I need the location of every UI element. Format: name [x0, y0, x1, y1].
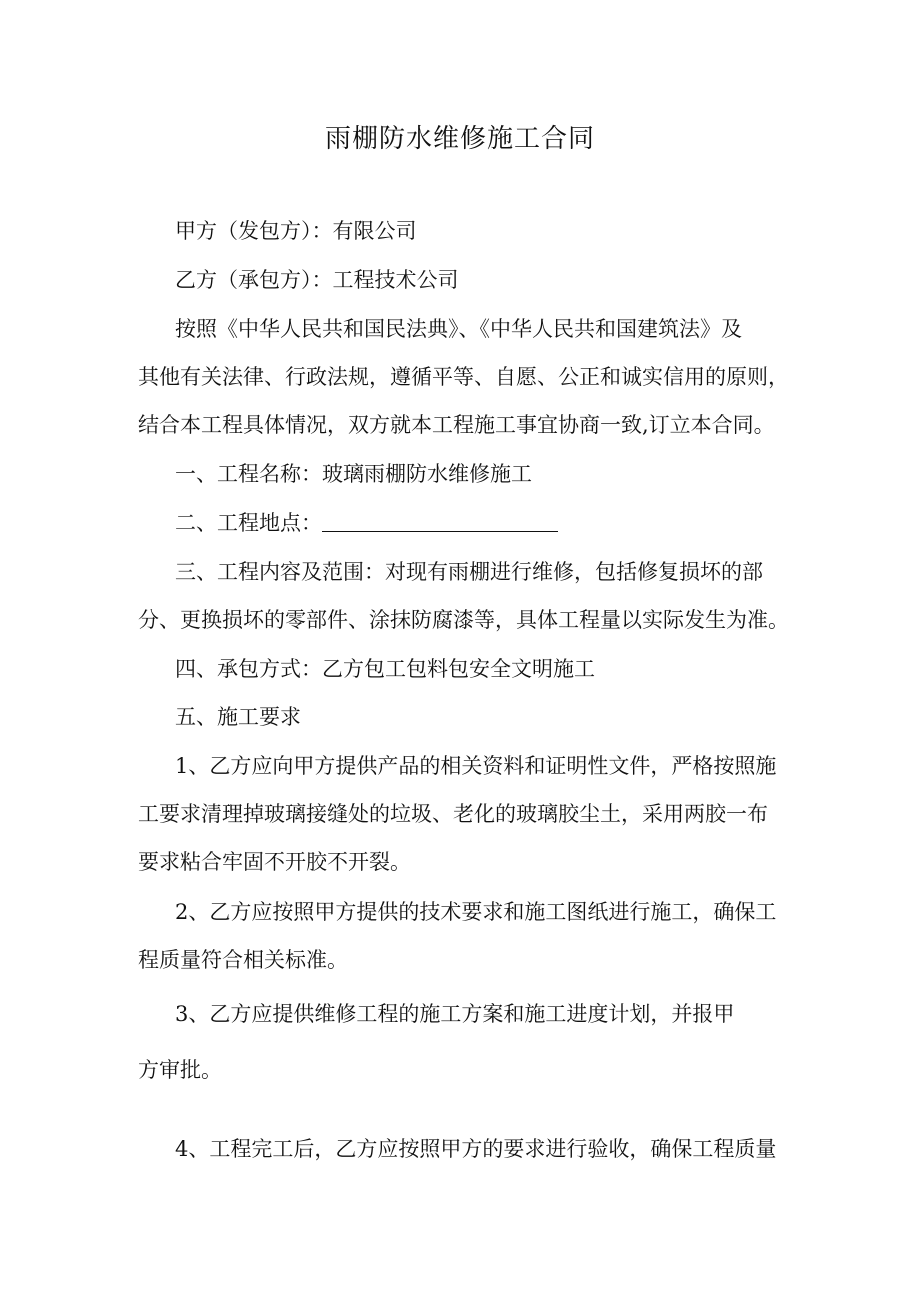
document-title: 雨棚防水维修施工合同 [324, 124, 595, 154]
location-blank-line [322, 509, 558, 532]
item-project-location-label: 二、工程地点： [175, 511, 322, 535]
requirement-line: 2、乙方应按照甲方提供的技术要求和施工图纸进行施工，确保工 [175, 900, 777, 924]
preamble-line: 其他有关法律、行政法规，遵循平等、自愿、公正和诚实信用的原则， [138, 365, 789, 389]
party-a: 甲方（发包方）：有限公司 [175, 219, 417, 243]
item-project-location [175, 508, 558, 538]
requirement-line: 程质量符合相关标准。 [138, 948, 348, 972]
requirement-line: 1、乙方应向甲方提供产品的相关资料和证明性文件，严格按照施 [175, 754, 777, 778]
requirement-line: 要求粘合牢固不开胶不开裂。 [138, 850, 411, 874]
item-project-name: 一、工程名称：玻璃雨棚防水维修施工 [175, 462, 532, 486]
preamble-line: 结合本工程具体情况，双方就本工程施工事宜协商一致,订立本合同。 [138, 413, 775, 437]
requirement-line: 工要求清理掉玻璃接缝处的垃圾、老化的玻璃胶尘土，采用两胶一布 [138, 802, 768, 826]
requirement-line: 方审批。 [138, 1058, 222, 1082]
party-b: 乙方（承包方）：工程技术公司 [175, 268, 459, 292]
requirement-line: 3、乙方应提供维修工程的施工方案和施工进度计划，并报甲 [175, 1002, 735, 1026]
item-construction-requirements: 五、施工要求 [175, 705, 301, 729]
item-scope-line: 三、工程内容及范围：对现有雨棚进行维修，包括修复损坏的部 [175, 560, 763, 584]
item-scope-line: 分、更换损坏的零部件、涂抹防腐漆等，具体工程量以实际发生为准。 [138, 608, 789, 632]
requirement-line: 4、工程完工后，乙方应按照甲方的要求进行验收，确保工程质量 [175, 1137, 777, 1161]
item-contract-mode: 四、承包方式：乙方包工包料包安全文明施工 [175, 657, 595, 681]
preamble-line: 按照《中华人民共和国民法典》、《中华人民共和国建筑法》及 [175, 317, 742, 341]
